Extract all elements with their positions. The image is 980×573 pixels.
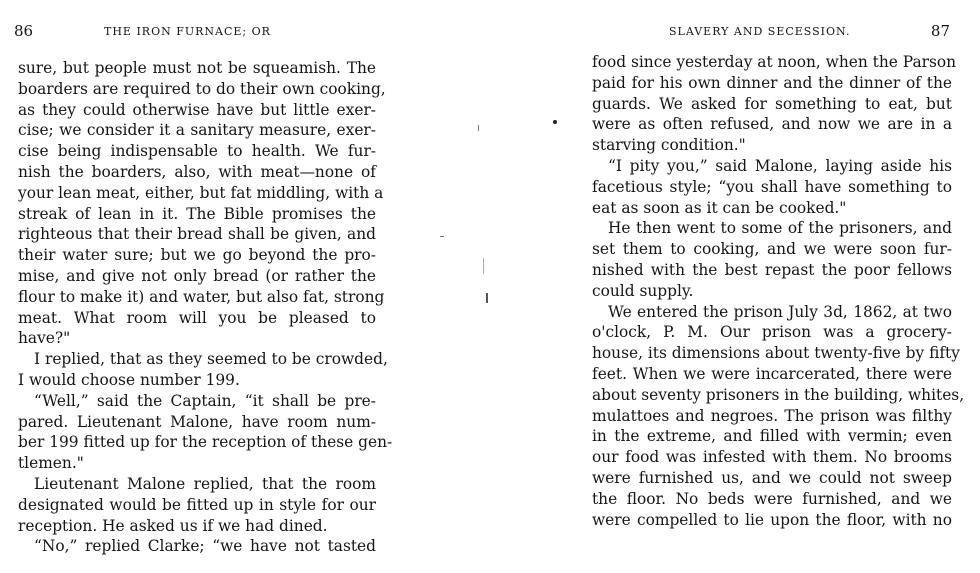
right-page-number: 87 — [930, 22, 950, 40]
text-line: were as often refused, and now we are in a — [592, 115, 952, 134]
text-line: house, its dimensions about twenty-five by fifty — [592, 344, 960, 363]
scan-speck — [440, 236, 444, 237]
text-line: were furnished us, and we could not sweep — [592, 468, 952, 487]
text-line: He then went to some of the prisoners, and — [608, 219, 952, 238]
text-line: facetious style; “you shall have something to — [592, 177, 952, 196]
text-line: cise; we consider it a sanitary measure, exer- — [18, 121, 376, 140]
text-line: I replied, that as they seemed to be crowded, — [34, 350, 388, 369]
scan-speck — [478, 125, 479, 131]
text-line: your lean meat, either, but fat middling, with a — [18, 183, 384, 202]
text-line: our food was infested with them. No brooms — [592, 448, 952, 467]
text-line: were compelled to lie upon the floor, with no — [592, 510, 952, 529]
left-page-header — [0, 24, 400, 44]
text-line: “No,” replied Clarke; “we have not tasted — [34, 537, 376, 556]
text-line: their water sure; but we go beyond the pro- — [18, 246, 376, 265]
scan-speck — [486, 293, 488, 303]
text-line: boarders are required to do their own cooking, — [18, 79, 386, 98]
text-line: food since yesterday at noon, when the Parson — [592, 53, 957, 71]
text-line: mise, and give not only bread (or rather the — [18, 266, 376, 285]
text-line: set them to cooking, and we were soon fur- — [592, 240, 952, 259]
left-page-body — [18, 58, 393, 557]
text-line: We entered the prison July 3d, 1862, at two — [608, 302, 952, 321]
text-line: have?" — [18, 329, 71, 348]
left-running-title: THE IRON FURNACE; OR — [104, 25, 271, 38]
text-line: pared. Lieutenant Malone, have room num- — [18, 412, 376, 431]
text-line: paid for his own dinner and the dinner of the — [592, 73, 952, 92]
left-page — [0, 0, 400, 573]
text-line: “Well,” said the Captain, “it shall be pre- — [34, 391, 376, 410]
text-line: feet. When we were incarcerated, there were — [592, 364, 952, 383]
text-line: the floor. No beds were furnished, and we — [592, 489, 952, 508]
scan-speck — [553, 120, 557, 124]
right-page — [585, 0, 965, 573]
text-line: nish the boarders, also, with meat—none of — [18, 162, 376, 181]
text-line: as they could otherwise have but little exer- — [18, 100, 376, 119]
text-line: meat. What room will you be pleased to — [18, 308, 376, 327]
text-line: could supply. — [592, 281, 694, 300]
text-line: ber 199 fitted up for the reception of these gen- — [18, 433, 393, 452]
text-line: starving condition." — [592, 136, 746, 155]
text-line: “I pity you,” said Malone, laying aside his — [608, 156, 952, 175]
text-line: reception. He asked us if we had dined. — [18, 516, 328, 535]
text-line: in the extreme, and filled with vermin; even — [592, 427, 952, 446]
right-running-title: SLAVERY AND SECESSION. — [669, 25, 851, 38]
text-line: Lieutenant Malone replied, that the room — [34, 474, 376, 493]
text-line: cise being indispensable to health. We fur- — [18, 142, 376, 161]
left-page-number: 86 — [14, 22, 34, 40]
text-line: eat as soon as it can be cooked." — [592, 198, 847, 217]
text-line: I would choose number 199. — [18, 370, 240, 389]
right-page-header — [585, 24, 965, 44]
text-line: o'clock, P. M. Our prison was a grocery- — [592, 323, 952, 342]
text-line: designated would be fitted up in style for our — [18, 495, 376, 514]
text-line: mulattoes and negroes. The prison was filthy — [592, 406, 952, 425]
text-line: tlemen." — [18, 454, 84, 473]
text-line: about seventy prisoners in the building, whites, — [592, 385, 965, 404]
right-page-body — [592, 52, 965, 530]
text-line: guards. We asked for something to eat, but — [592, 94, 952, 113]
text-line: nished with the best repast the poor fellows — [592, 260, 952, 279]
text-line: streak of lean in it. The Bible promises the — [18, 204, 376, 223]
text-line: sure, but people must not be squeamish. The — [18, 59, 376, 77]
scan-speck — [483, 258, 484, 274]
text-line: righteous that their bread shall be given, and — [18, 225, 376, 244]
text-line: flour to make it) and water, but also fat, strong — [18, 287, 385, 306]
